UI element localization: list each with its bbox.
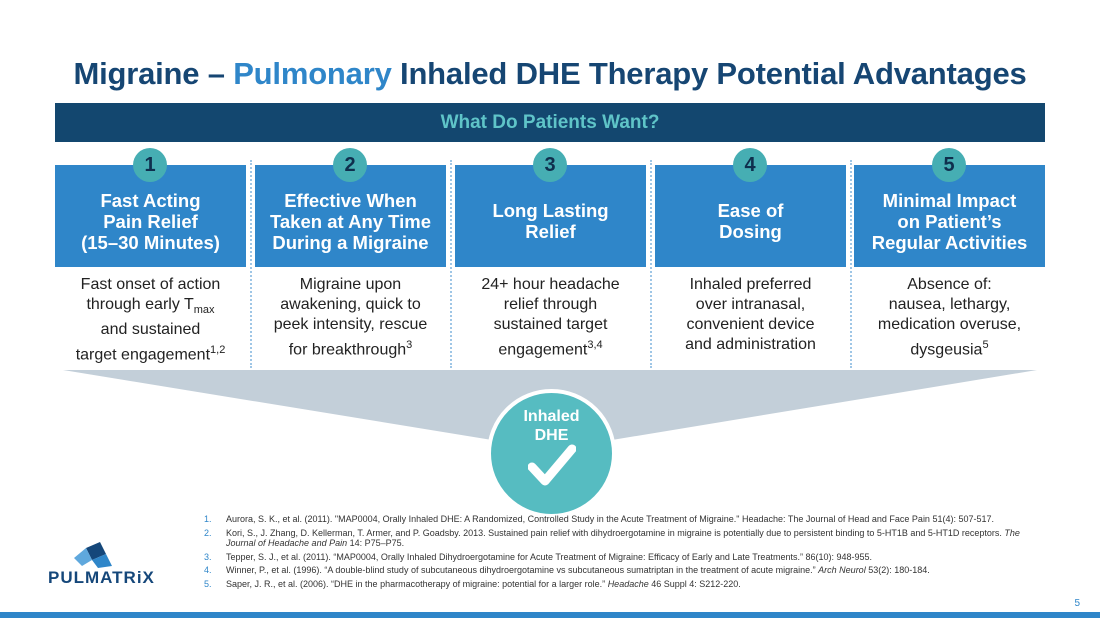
bottom-bar [0,612,1100,618]
reference-item: 3. Tepper, S. J., et al. (2011). “MAP0004, Orally Inhaled Dihydroergotamine for Acute Treatment of Migraine: Efficacy of Early and Late Treatments.” 86(10): 948-955. [204,551,872,562]
question-banner: What Do Patients Want? [55,103,1045,142]
column-divider [650,160,652,368]
column-heading: Effective When Taken at Any Time During a Migraine [255,165,446,267]
number-badge: 4 [733,148,767,182]
reference-item: 5. Saper, J. R., et al. (2006). “DHE in the pharmacotherapy of migraine: potential for a larger role.” Headache 46 Suppl 4: S212-220. [204,578,741,589]
column-divider [250,160,252,368]
column-heading: Ease of Dosing [655,165,846,267]
number-badge: 2 [333,148,367,182]
title-part2: Inhaled DHE Therapy Potential Advantages [391,56,1027,91]
column-description: 24+ hour headache relief through sustained target engagement$^{3,4}$ [481,276,620,359]
title-accent: Pulmonary [233,56,392,91]
company-logo-text: PULMATRiX [48,568,155,587]
column-description: Fast onset of action through early $T_{max}$ and sustained target engagement$^{1,2}$ [75,276,226,364]
references-list [204,514,1044,592]
column-description: Absence of: nausea, lethargy, medication overuse, dysgeusia$^5$ [877,276,1022,359]
column-heading: Fast Acting Pain Relief (15–30 Minutes) [55,165,246,267]
page-number: 5 [1074,598,1080,609]
reference-item: 4. Winner, P., et al. (1996). “A double-blind study of subcutaneous dihydroergotamine vs subcutaneous sumatriptan in the treatment of acute migraine.” Arch Neurol 53(2): 180-184. [204,565,930,575]
column-description: Migraine upon awakening, quick to peek intensity, rescue for breakthrough$^3$ [273,276,428,359]
circle-label: Inhaled DHE [523,408,580,444]
column-divider [450,160,452,368]
check-icon [528,443,576,487]
column-heading: Long Lasting Relief [455,165,646,267]
column-description: Inhaled preferred over intranasal, convenient device and administration [685,276,816,353]
number-badge: 5 [932,148,966,182]
title-part1: Migraine – [73,56,234,91]
reference-item: 2. Kori, S., J. Zhang, D. Kellerman, T. Armer, and P. Goadsby. 2013. Sustained pain relief with dihydroergotamine in migraine is potentially due to persistent binding to 5-HT1B and 5-HT1D receptors. The Journal of Headache and Pain 14: P75–P75. [204,527,1020,548]
reference-item: 1. Aurora, S. K., et al. (2011). "MAP0004, Orally Inhaled DHE: A Randomized, Controlled Study in the Acute Treatment of Migraine." Headache: The Journal of Head and Face Pain 51(4): 507-517. [204,514,994,524]
pulmatrix-logo-icon [48,540,138,570]
number-badge: 1 [133,148,167,182]
inhaled-dhe-circle [487,389,616,518]
column-heading: Minimal Impact on Patient’s Regular Activities [854,165,1045,267]
number-badge: 3 [533,148,567,182]
column-divider [850,160,852,368]
